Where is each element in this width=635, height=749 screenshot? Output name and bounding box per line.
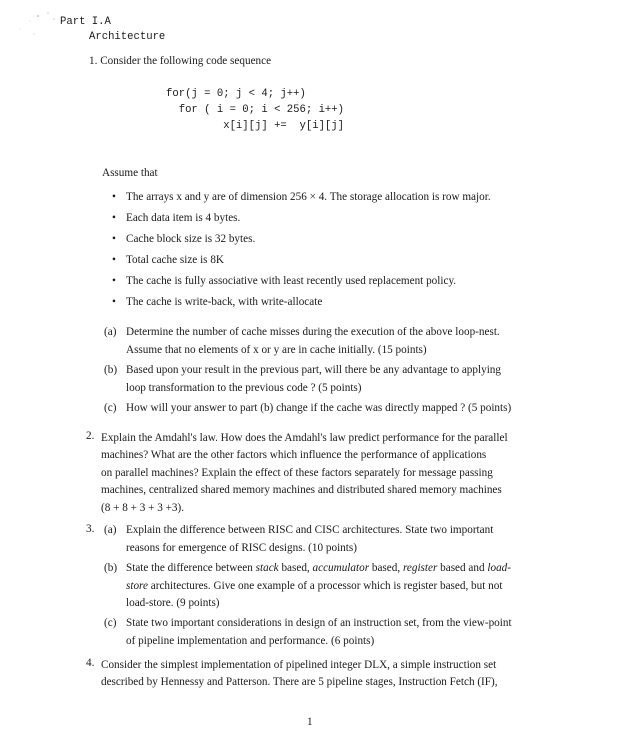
part-text-line: of pipeline implementation and performance. (6 points) (126, 634, 375, 647)
text-line: on parallel machines? Explain the effect of these factors separately for message passing (101, 466, 493, 479)
text-line: Explain the Amdahl's law. How does the Amdahl's law predict performance for the parallel (101, 432, 508, 444)
part-text-line (126, 560, 511, 578)
part-text-line: load-store. (9 points) (126, 597, 220, 609)
list-item: • The cache is fully associative with least recently used replacement policy. (112, 274, 491, 295)
q2-number: 2. (86, 430, 95, 442)
part-text-line: Determine the number of cache misses during the execution of the above loop-nest. (126, 326, 500, 338)
part-text-line: Based upon your result in the previous part, will there be any advantage to applying (126, 364, 501, 376)
text-run: based, (278, 562, 313, 574)
part-text-line: reasons for emergence of RISC designs. (10 points) (126, 541, 357, 554)
term-stack: stack (255, 562, 279, 574)
code-line: for ( i = 0; i < 256; i++) (166, 104, 345, 116)
code-line: for(j = 0; j < 4; j++) (166, 88, 306, 100)
part-text-line: loop transformation to the previous code ? (5 points) (126, 381, 362, 394)
q1-number: 1. (89, 55, 98, 67)
part-label: (c) (104, 402, 117, 414)
list-item: • Cache block size is 32 bytes. (112, 232, 491, 253)
q1-intro (89, 55, 271, 67)
q3-number: 3. (86, 523, 95, 535)
assumption-list (112, 190, 491, 316)
part-label: (a) (104, 524, 117, 536)
q2-text (101, 430, 508, 517)
part-text-line: How will your answer to part (b) change if the cache was directly mapped ? (5 points) (126, 402, 512, 414)
part-label: (b) (104, 364, 118, 376)
text-line: Consider the simplest implementation of pipelined integer DLX, a simple instruction set (101, 659, 497, 671)
q4-text (101, 657, 498, 692)
part-heading: Part I.A (60, 16, 111, 28)
text-run: architectures. Give one example of a processor which is register based, but not (147, 579, 503, 592)
term-load: load- (487, 562, 511, 574)
part-label: (c) (104, 617, 117, 629)
section-subtitle: Architecture (89, 31, 166, 43)
list-item: • The cache is write-back, with write-allocate (112, 295, 491, 316)
part-label: (a) (104, 326, 117, 338)
text-run: based and (437, 562, 488, 574)
text-line: machines, centralized shared memory machines and distributed shared memory machines (101, 484, 502, 497)
q4-number: 4. (86, 657, 95, 669)
part-label: (b) (104, 562, 118, 574)
text-run: State the difference between (126, 562, 256, 574)
text-line: described by Hennessy and Patterson. There are 5 pipeline stages, Instruction Fetch (IF), (101, 676, 498, 689)
page-number: 1 (307, 716, 313, 728)
list-item: • Total cache size is 8K (112, 253, 491, 274)
text-run: based, (369, 562, 403, 574)
term-register: register (402, 562, 438, 574)
assume-label: Assume that (102, 167, 158, 179)
part-text-line: Assume that no elements of x or y are in cache initially. (15 points) (126, 343, 427, 356)
term-store: store (126, 579, 148, 592)
list-item: • Each data item is 4 bytes. (112, 211, 491, 232)
text-line: machines? What are the other factors which influence the performance of applications (101, 449, 487, 462)
scan-speckle (8, 10, 60, 40)
text-line: (8 + 8 + 3 + 3 +3). (101, 501, 185, 514)
code-line: x[i][j] += y[i][j] (166, 120, 345, 132)
part-text-line (126, 578, 511, 596)
term-accumulator: accumulator (312, 562, 370, 574)
q1-intro-text: Consider the following code sequence (100, 55, 272, 67)
part-text-line: Explain the difference between RISC and CISC architectures. State two important (126, 524, 494, 536)
part-text-line: State two important considerations in design of an instruction set, from the view-point (126, 617, 512, 629)
list-item: • The arrays x and y are of dimension 256 × 4. The storage allocation is row major. (112, 190, 491, 211)
code-block (166, 86, 344, 134)
